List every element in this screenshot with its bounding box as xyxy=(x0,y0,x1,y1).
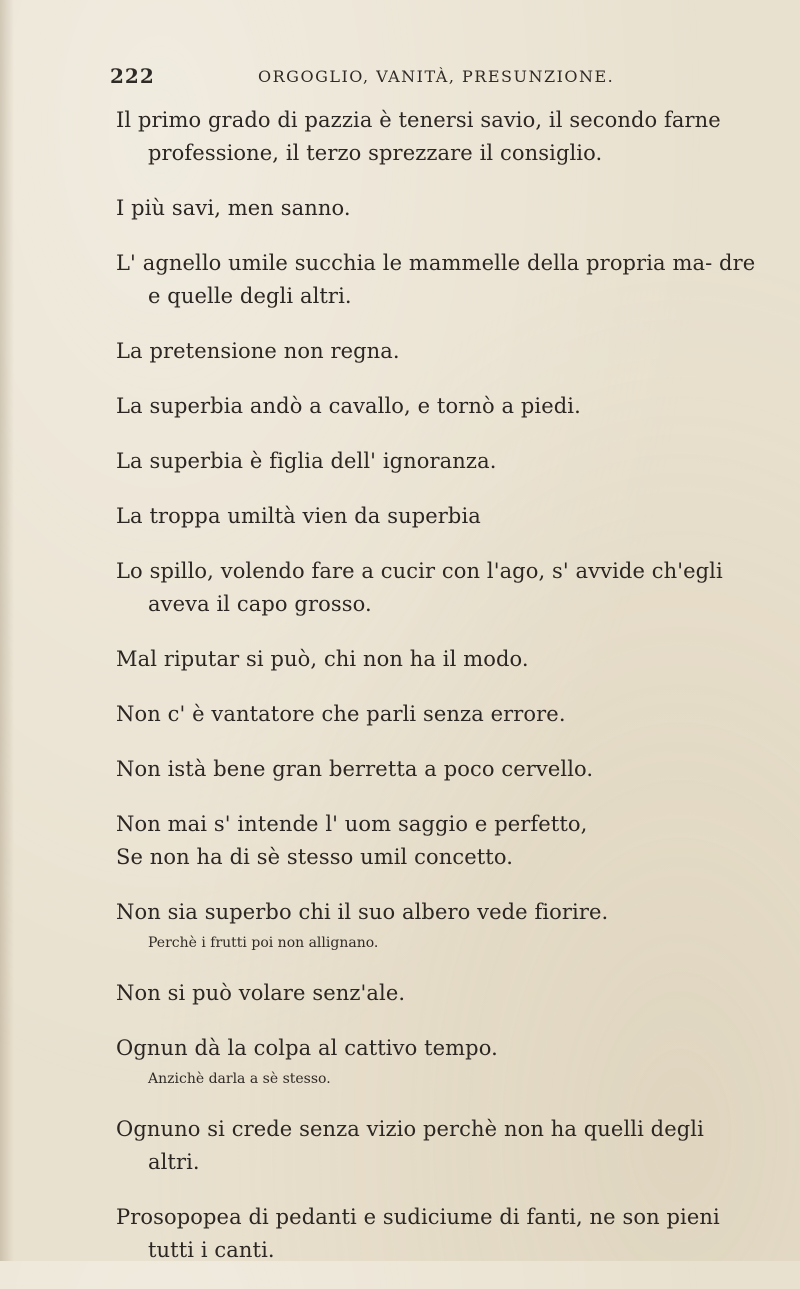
page-edge-shadow xyxy=(0,0,14,1261)
proverb-text: I più savi, men sanno. xyxy=(116,196,351,220)
proverb-note: Anzichè darla a sè stesso. xyxy=(148,1071,331,1087)
proverb-entry xyxy=(116,698,756,731)
proverb-entry xyxy=(116,390,756,423)
proverb-text: Non si può volare senz'ale. xyxy=(116,981,406,1005)
proverb-entry xyxy=(116,808,756,874)
proverb-text: La superbia è figlia dell' ignoranza. xyxy=(116,449,497,473)
proverb-entry xyxy=(116,753,756,786)
proverb-entry xyxy=(116,1201,756,1267)
proverb-text: La pretensione non regna. xyxy=(116,339,400,363)
proverb-entry xyxy=(116,335,756,368)
proverb-text: Non c' è vantatore che parli senza errore. xyxy=(116,702,566,726)
proverb-text: La superbia andò a cavallo, e tornò a piedi. xyxy=(116,394,581,418)
proverb-entry xyxy=(116,104,756,170)
proverb-text: Ognuno si crede senza vizio perchè non ha quelli degli altri. xyxy=(116,1117,704,1174)
proverb-text: L' agnello umile succhia le mammelle della propria ma- dre e quelle degli altri. xyxy=(116,251,756,308)
proverb-entry xyxy=(116,977,756,1010)
proverb-text: Prosopopea di pedanti e sudiciume di fanti, ne son pieni tutti i canti. xyxy=(116,1205,720,1262)
proverb-entry xyxy=(116,896,756,955)
running-head: ORGOGLIO, VANITÀ, PRESUNZIONE. xyxy=(258,67,615,86)
proverb-text: Mal riputar si può, chi non ha il modo. xyxy=(116,647,529,671)
page-number: 222 xyxy=(110,64,155,88)
proverb-line-1: Non mai s' intende l' uom saggio e perfetto, xyxy=(116,812,588,836)
proverb-text: Non istà bene gran berretta a poco cervello. xyxy=(116,757,594,781)
proverb-list xyxy=(116,104,756,1289)
proverb-text xyxy=(116,808,756,874)
page-header xyxy=(110,64,750,94)
proverb-note: Perchè i frutti poi non allignano. xyxy=(148,935,379,951)
proverb-text: Il primo grado di pazzia è tenersi savio, il secondo farne professione, il terzo sprezzare il consiglio. xyxy=(116,108,721,165)
proverb-entry xyxy=(116,192,756,225)
proverb-entry xyxy=(116,643,756,676)
proverb-text: La troppa umiltà vien da superbia xyxy=(116,504,481,528)
proverb-entry xyxy=(116,1113,756,1179)
proverb-entry xyxy=(116,247,756,313)
proverb-text: Ognun dà la colpa al cattivo tempo. xyxy=(116,1036,498,1060)
proverb-text: Lo spillo, volendo fare a cucir con l'ago, s' avvide ch'egli aveva il capo grosso. xyxy=(116,559,723,616)
proverb-line-2: Se non ha di sè stesso umil concetto. xyxy=(116,845,513,869)
proverb-entry xyxy=(116,445,756,478)
proverb-text: Non sia superbo chi il suo albero vede fiorire. xyxy=(116,900,609,924)
proverb-entry xyxy=(116,500,756,533)
proverb-entry xyxy=(116,1032,756,1091)
proverb-entry xyxy=(116,555,756,621)
